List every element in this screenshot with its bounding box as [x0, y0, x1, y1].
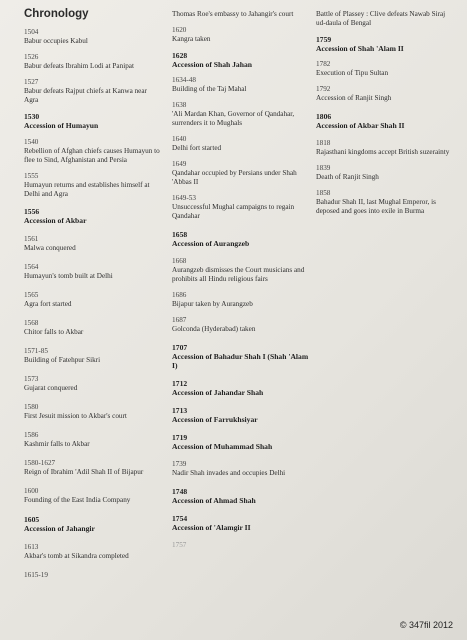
chronology-entry — [24, 138, 162, 165]
chronology-entry — [24, 347, 162, 365]
entry-text: Malwa conquered — [24, 244, 76, 252]
entry-text: Rajasthani kingdoms accept British suzerainty — [316, 148, 450, 156]
entry-year: 1658 — [172, 230, 188, 239]
chronology-column-2 — [172, 10, 310, 550]
entry-year: 1628 — [172, 51, 188, 60]
entry-text: Accession of Aurangzeb — [172, 239, 250, 248]
entry-text: Akbar's tomb at Sikandra completed — [24, 552, 129, 560]
entry-text: Babur defeats Rajput chiefs at Kanwa near Agra — [24, 87, 147, 104]
entry-year: 1527 — [24, 78, 39, 86]
chronology-entry — [172, 291, 310, 309]
entry-text: Agra fort started — [24, 300, 72, 308]
entry-text: Kashmir falls to Akbar — [24, 440, 90, 448]
entry-year: 1839 — [316, 164, 331, 172]
entry-text: 'Ali Mardan Khan, Governor of Qandahar, surrenders it to Mughals — [172, 110, 295, 127]
entry-text: Humayun returns and establishes himself at Delhi and Agra — [24, 181, 150, 198]
entry-text: Execution of Tipu Sultan — [316, 69, 389, 77]
entry-text: Bahadur Shah II, last Mughal Emperor, is deposed and goes into exile in Burma — [316, 198, 436, 215]
chronology-entry — [172, 10, 310, 19]
entry-text: Accession of Bahadur Shah I (Shah 'Alam I) — [172, 352, 309, 370]
entry-year: 1586 — [24, 431, 39, 439]
entry-year: 1600 — [24, 487, 39, 495]
chronology-entry — [316, 60, 456, 78]
entry-text: Death of Ranjit Singh — [316, 173, 379, 181]
entry-year: 1792 — [316, 85, 331, 93]
entry-year: 1526 — [24, 53, 39, 61]
entry-text: Rebellion of Afghan chiefs causes Humayun to flee to Sind, Afghanistan and Persia — [24, 147, 160, 164]
entry-text: Accession of Humayun — [24, 121, 99, 130]
chronology-entry — [172, 160, 310, 187]
entry-text: Unsuccessful Mughal campaigns to regain Qandahar — [172, 203, 295, 220]
entry-year: 1640 — [172, 135, 187, 143]
entry-text: Accession of Shah Jahan — [172, 60, 252, 69]
chronology-entry — [24, 28, 162, 46]
entry-year: 1565 — [24, 291, 39, 299]
entry-text: Building of Fatehpur Sikri — [24, 356, 101, 364]
entry-year: 1759 — [316, 35, 332, 44]
chronology-entry — [172, 406, 310, 424]
entry-year: 1739 — [172, 460, 187, 468]
entry-text: Accession of Muhammad Shah — [172, 442, 273, 451]
chronology-column-1 — [24, 8, 162, 580]
entry-year: 1713 — [172, 406, 188, 415]
chronology-entry — [24, 263, 162, 281]
entry-text: Gujarat conquered — [24, 384, 78, 392]
chronology-entry — [24, 515, 162, 533]
chronology-entry — [24, 571, 162, 580]
entry-year: 1754 — [172, 514, 188, 523]
entry-year: 1580 — [24, 403, 39, 411]
entry-year: 1668 — [172, 257, 187, 265]
chronology-entry — [316, 139, 456, 157]
entry-year: 1613 — [24, 543, 39, 551]
entry-year: 1620 — [172, 26, 187, 34]
entry-text: Accession of Akbar Shah II — [316, 121, 405, 130]
chronology-entry — [172, 51, 310, 69]
entry-text: Chitor falls to Akbar — [24, 328, 84, 336]
chronology-entry — [24, 459, 162, 477]
chronology-entry — [172, 514, 310, 532]
entry-text: Aurangzeb dismisses the Court musicians and prohibits all Hindu religious fairs — [172, 266, 305, 283]
chronology-entry — [172, 26, 310, 44]
chronology-entry — [172, 379, 310, 397]
chronology-entry — [172, 433, 310, 451]
chronology-entry — [24, 375, 162, 393]
chronology-entry — [172, 194, 310, 221]
entry-year: 1504 — [24, 28, 39, 36]
entry-text: Humayun's tomb built at Delhi — [24, 272, 113, 280]
chronology-entry — [316, 112, 456, 130]
chronology-entry — [24, 53, 162, 71]
entry-text: Kangra taken — [172, 35, 211, 43]
entry-year: 1605 — [24, 515, 40, 524]
entry-text: Thomas Roe's embassy to Jahangir's court — [172, 10, 294, 18]
chronology-entry — [316, 189, 456, 216]
chronology-entry — [172, 76, 310, 94]
entry-text: Bijapur taken by Aurangzeb — [172, 300, 253, 308]
chronology-entry — [316, 85, 456, 103]
chronology-entry — [172, 487, 310, 505]
chronology-entry — [24, 78, 162, 105]
chronology-entry — [24, 112, 162, 130]
entry-text: Reign of Ibrahim 'Adil Shah II of Bijapur — [24, 468, 144, 476]
chronology-entry — [316, 10, 456, 28]
chronology-entry — [24, 319, 162, 337]
entry-year: 1615-19 — [24, 571, 48, 579]
chronology-entry — [24, 487, 162, 505]
entry-year: 1707 — [172, 343, 188, 352]
chronology-entry — [172, 101, 310, 128]
entry-text: Building of the Taj Mahal — [172, 85, 247, 93]
entry-year: 1806 — [316, 112, 332, 121]
chronology-entry — [24, 403, 162, 421]
chronology-entry — [316, 164, 456, 182]
chronology-entry — [172, 460, 310, 478]
chronology-entry — [24, 172, 162, 199]
chronology-column-3 — [316, 10, 456, 216]
entry-year: 1530 — [24, 112, 40, 121]
entry-year: 1634-48 — [172, 76, 196, 84]
entry-year: 1757 — [172, 541, 187, 549]
entry-year: 1649 — [172, 160, 187, 168]
entry-year: 1818 — [316, 139, 331, 147]
entry-year: 1782 — [316, 60, 331, 68]
entry-year: 1580-1627 — [24, 459, 56, 467]
chronology-entry — [24, 235, 162, 253]
entry-text: Babur occupies Kabul — [24, 37, 88, 45]
chronology-entry — [24, 207, 162, 225]
entry-text: Babur defeats Ibrahim Lodi at Panipat — [24, 62, 134, 70]
entry-text: Founding of the East India Company — [24, 496, 131, 504]
chronology-entry — [24, 543, 162, 561]
entry-year: 1712 — [172, 379, 188, 388]
entry-text: Accession of Jahangir — [24, 524, 95, 533]
entry-year: 1719 — [172, 433, 188, 442]
entry-text: Accession of Shah 'Alam II — [316, 44, 404, 53]
chronology-entry — [172, 135, 310, 153]
entry-year: 1686 — [172, 291, 187, 299]
entry-text: Delhi fort started — [172, 144, 222, 152]
entry-year: 1568 — [24, 319, 39, 327]
chronology-entry — [172, 230, 310, 248]
copyright-watermark: © 347fil 2012 — [399, 620, 453, 630]
entry-text: Nadir Shah invades and occupies Delhi — [172, 469, 286, 477]
entry-text: Battle of Plassey : Clive defeats Nawab Siraj ud-daula of Bengal — [316, 10, 446, 27]
entry-year: 1687 — [172, 316, 187, 324]
chronology-entry — [24, 431, 162, 449]
entry-year: 1555 — [24, 172, 39, 180]
entry-text: Accession of Farrukhsiyar — [172, 415, 258, 424]
entry-text: Accession of Ranjit Singh — [316, 94, 392, 102]
chronology-entry — [172, 343, 310, 370]
entry-text: Qandahar occupied by Persians under Shah 'Abbas II — [172, 169, 297, 186]
chronology-entry — [316, 35, 456, 53]
entry-text: Accession of Jahandar Shah — [172, 388, 264, 397]
chronology-entry — [172, 541, 310, 550]
entry-text: First Jesuit mission to Akbar's court — [24, 412, 127, 420]
page-title: Chronology — [24, 8, 89, 20]
chronology-entry — [172, 316, 310, 334]
chronology-entry — [24, 291, 162, 309]
entry-year: 1561 — [24, 235, 39, 243]
entry-year: 1748 — [172, 487, 188, 496]
entry-text: Golconda (Hyderabad) taken — [172, 325, 256, 333]
entry-text: Accession of 'Alamgir II — [172, 523, 251, 532]
entry-year: 1858 — [316, 189, 331, 197]
entry-text: Accession of Ahmad Shah — [172, 496, 256, 505]
entry-year: 1571-85 — [24, 347, 48, 355]
entry-year: 1649-53 — [172, 194, 196, 202]
entry-year: 1638 — [172, 101, 187, 109]
entry-year: 1564 — [24, 263, 39, 271]
entry-text: Accession of Akbar — [24, 216, 87, 225]
entry-year: 1540 — [24, 138, 39, 146]
chronology-entry — [172, 257, 310, 284]
entry-year: 1573 — [24, 375, 39, 383]
entry-year: 1556 — [24, 207, 40, 216]
